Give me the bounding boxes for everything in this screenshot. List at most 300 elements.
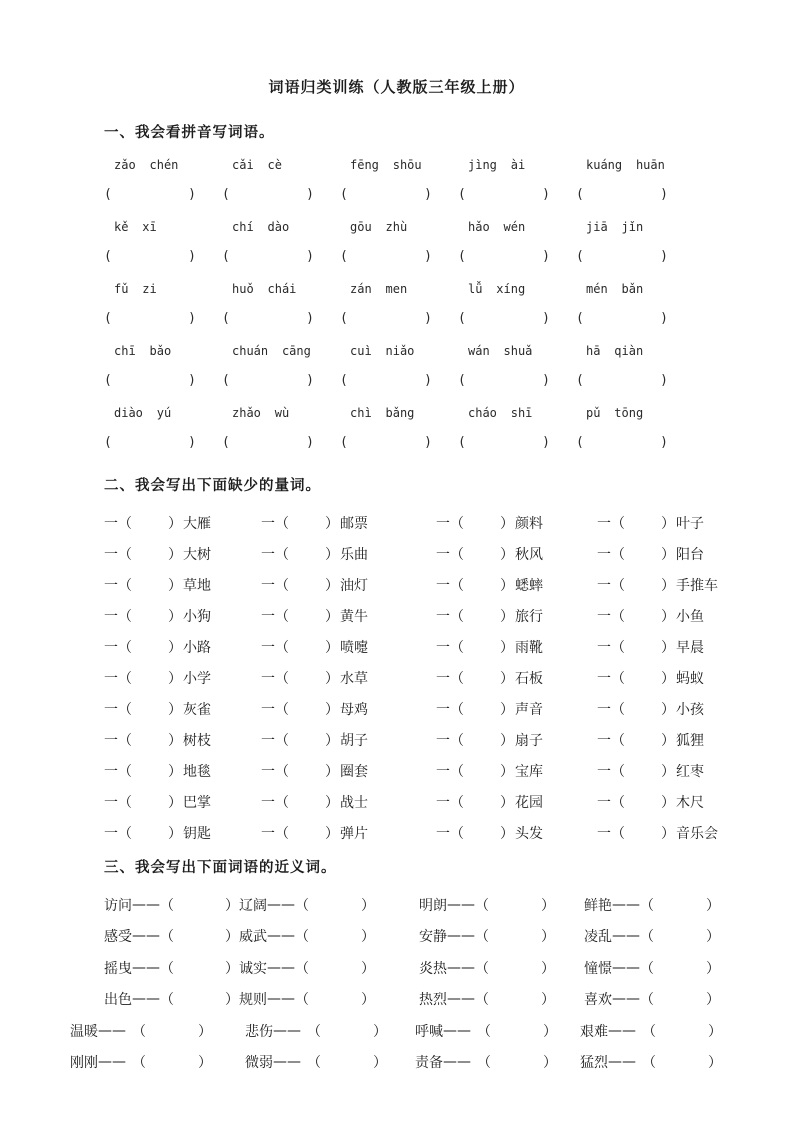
- close-paren: ）: [500, 639, 514, 656]
- close-paren: ): [306, 373, 314, 388]
- close-paren: ）: [325, 825, 339, 842]
- close-paren: ): [306, 249, 314, 264]
- open-paren: （: [640, 897, 654, 914]
- synonym-item: [245, 1021, 415, 1041]
- open-paren: （: [450, 546, 464, 563]
- section-heading-pinyin: 一、我会看拼音写词语。: [104, 125, 275, 141]
- measure-word-row: [104, 724, 744, 755]
- quantifier-label: 一: [261, 825, 275, 842]
- measure-word-section: [104, 507, 744, 848]
- open-paren: （: [160, 992, 174, 1009]
- open-paren: （: [295, 992, 309, 1009]
- noun-label: 黄牛: [340, 608, 368, 625]
- quantifier-label: 一: [597, 670, 611, 687]
- noun-label: 战士: [340, 794, 368, 811]
- measure-word-item: [261, 823, 436, 843]
- noun-label: 树枝: [183, 732, 211, 749]
- open-paren: （: [275, 608, 289, 625]
- close-paren: ）: [325, 639, 339, 656]
- measure-word-item: [436, 823, 597, 843]
- open-paren: （: [640, 992, 654, 1009]
- open-paren: （: [642, 1023, 656, 1040]
- measure-word-row: [104, 631, 744, 662]
- close-paren: ): [660, 435, 668, 450]
- close-paren: ）: [325, 794, 339, 811]
- pinyin-text: jiā jǐn: [586, 220, 644, 234]
- open-paren: （: [611, 608, 625, 625]
- pinyin-text: chì bǎng: [350, 406, 415, 420]
- dash-connector: ——: [608, 1022, 636, 1039]
- close-paren: ）: [500, 670, 514, 687]
- quantifier-label: 一: [261, 639, 275, 656]
- noun-label: 秋风: [515, 546, 543, 563]
- open-paren: (: [340, 187, 348, 202]
- quantifier-label: 一: [436, 577, 450, 594]
- noun-label: 小孩: [676, 701, 704, 718]
- close-paren: ）: [661, 701, 675, 718]
- noun-label: 巴掌: [183, 794, 211, 811]
- quantifier-label: 一: [261, 794, 275, 811]
- open-paren: (: [340, 249, 348, 264]
- close-paren: ）: [373, 1023, 387, 1040]
- open-paren: （: [611, 794, 625, 811]
- open-paren: （: [307, 1055, 321, 1072]
- dash-connector: ——: [132, 959, 160, 976]
- pinyin-text: wán shuǎ: [468, 344, 533, 358]
- quantifier-label: 一: [436, 639, 450, 656]
- noun-label: 头发: [515, 825, 543, 842]
- close-paren: ）: [661, 577, 675, 594]
- noun-label: 木尺: [676, 794, 704, 811]
- measure-word-item: [104, 761, 261, 781]
- word-label: 诚实: [239, 960, 267, 977]
- synonym-item: [104, 926, 239, 946]
- quantifier-label: 一: [597, 639, 611, 656]
- synonym-item: [415, 1021, 580, 1041]
- close-paren: ）: [168, 794, 182, 811]
- quantifier-label: 一: [597, 732, 611, 749]
- noun-label: 邮票: [340, 515, 368, 532]
- open-paren: （: [307, 1023, 321, 1040]
- noun-label: 旅行: [515, 608, 543, 625]
- open-paren: (: [458, 187, 466, 202]
- close-paren: ）: [661, 515, 675, 532]
- open-paren: (: [576, 187, 584, 202]
- close-paren: ）: [225, 960, 239, 977]
- measure-word-item: [436, 730, 597, 750]
- measure-word-item: [597, 699, 704, 719]
- word-label: 艰难: [580, 1023, 608, 1040]
- noun-label: 雨靴: [515, 639, 543, 656]
- quantifier-label: 一: [261, 670, 275, 687]
- synonym-item: [239, 926, 419, 946]
- quantifier-label: 一: [261, 515, 275, 532]
- close-paren: ）: [168, 732, 182, 749]
- pinyin-text: cǎi cè: [232, 158, 282, 172]
- pinyin-row: [104, 220, 704, 282]
- open-paren: (: [340, 435, 348, 450]
- open-paren: （: [475, 897, 489, 914]
- quantifier-label: 一: [261, 732, 275, 749]
- answer-blank: [340, 187, 432, 202]
- close-paren: ）: [661, 763, 675, 780]
- close-paren: ): [660, 373, 668, 388]
- close-paren: ）: [198, 1023, 212, 1040]
- pinyin-text: chī bǎo: [114, 344, 172, 358]
- open-paren: （: [118, 577, 132, 594]
- dash-connector: ——: [608, 1054, 636, 1071]
- quantifier-label: 一: [104, 763, 118, 780]
- measure-word-item: [597, 792, 704, 812]
- word-label: 凌乱: [584, 929, 612, 946]
- pinyin-text: hā qiàn: [586, 344, 644, 358]
- measure-word-row: [104, 569, 744, 600]
- pinyin-text: huǒ chái: [232, 282, 297, 296]
- noun-label: 音乐会: [676, 825, 718, 842]
- quantifier-label: 一: [104, 670, 118, 687]
- close-paren: ）: [661, 794, 675, 811]
- pinyin-item: [222, 220, 340, 282]
- quantifier-label: 一: [261, 577, 275, 594]
- pinyin-text: fēng shōu: [350, 158, 422, 172]
- open-paren: (: [576, 311, 584, 326]
- noun-label: 油灯: [340, 577, 368, 594]
- measure-word-item: [436, 761, 597, 781]
- open-paren: （: [275, 577, 289, 594]
- close-paren: ）: [325, 701, 339, 718]
- word-label: 热烈: [419, 992, 447, 1009]
- open-paren: （: [611, 577, 625, 594]
- noun-label: 石板: [515, 670, 543, 687]
- answer-blank: [104, 187, 196, 202]
- open-paren: （: [275, 732, 289, 749]
- pinyin-text: chí dào: [232, 220, 290, 234]
- measure-word-row: [104, 507, 744, 538]
- pinyin-text: pǔ tōng: [586, 406, 644, 420]
- measure-word-item: [261, 699, 436, 719]
- pinyin-item: [576, 158, 694, 220]
- noun-label: 颜料: [515, 515, 543, 532]
- open-paren: （: [275, 763, 289, 780]
- open-paren: （: [118, 670, 132, 687]
- dash-connector: ——: [447, 928, 475, 945]
- synonym-item: [419, 989, 584, 1009]
- synonym-item: [70, 1021, 245, 1041]
- close-paren: ）: [500, 763, 514, 780]
- open-paren: (: [340, 311, 348, 326]
- open-paren: （: [118, 546, 132, 563]
- synonym-item: [104, 989, 239, 1009]
- measure-word-row: [104, 600, 744, 631]
- noun-label: 水草: [340, 670, 368, 687]
- answer-blank: [340, 373, 432, 388]
- measure-word-item: [104, 575, 261, 595]
- measure-word-item: [597, 668, 704, 688]
- pinyin-item: [576, 406, 694, 468]
- answer-blank: [576, 373, 668, 388]
- synonym-row: [70, 1047, 793, 1079]
- close-paren: ): [542, 435, 550, 450]
- pinyin-text: chuán cāng: [232, 344, 311, 358]
- measure-word-row: [104, 817, 744, 848]
- noun-label: 阳台: [676, 546, 704, 563]
- answer-blank: [104, 373, 196, 388]
- pinyin-item: [458, 158, 576, 220]
- synonym-item: [584, 958, 720, 978]
- open-paren: (: [576, 435, 584, 450]
- measure-word-item: [104, 637, 261, 657]
- synonym-row: [70, 1015, 793, 1047]
- open-paren: （: [450, 825, 464, 842]
- pinyin-item: [458, 406, 576, 468]
- page-title: 词语归类训练（人教版三年级上册）: [268, 78, 525, 96]
- pinyin-item: [576, 282, 694, 344]
- close-paren: ）: [541, 992, 555, 1009]
- synonym-item: [580, 1052, 722, 1072]
- close-paren: ）: [500, 825, 514, 842]
- close-paren: ）: [500, 546, 514, 563]
- pinyin-text: hǎo wén: [468, 220, 526, 234]
- word-label: 猛烈: [580, 1055, 608, 1072]
- noun-label: 花园: [515, 794, 543, 811]
- pinyin-item: [104, 220, 222, 282]
- answer-blank: [576, 249, 668, 264]
- open-paren: （: [132, 1055, 146, 1072]
- open-paren: （: [118, 794, 132, 811]
- close-paren: ）: [361, 960, 375, 977]
- close-paren: ）: [661, 670, 675, 687]
- close-paren: ）: [168, 639, 182, 656]
- noun-label: 扇子: [515, 732, 543, 749]
- word-label: 访问: [104, 897, 132, 914]
- quantifier-label: 一: [597, 701, 611, 718]
- pinyin-item: [222, 344, 340, 406]
- close-paren: ）: [708, 1055, 722, 1072]
- quantifier-label: 一: [436, 546, 450, 563]
- noun-label: 早晨: [676, 639, 704, 656]
- close-paren: ): [188, 311, 196, 326]
- noun-label: 母鸡: [340, 701, 368, 718]
- close-paren: ）: [500, 608, 514, 625]
- pinyin-item: [340, 344, 458, 406]
- word-label: 责备: [415, 1055, 443, 1072]
- answer-blank: [458, 435, 550, 450]
- close-paren: ): [188, 373, 196, 388]
- open-paren: (: [222, 311, 230, 326]
- dash-connector: ——: [443, 1022, 471, 1039]
- close-paren: ): [542, 373, 550, 388]
- open-paren: (: [104, 187, 112, 202]
- noun-label: 蟋蟀: [515, 577, 543, 594]
- noun-label: 小鱼: [676, 608, 704, 625]
- close-paren: ）: [225, 929, 239, 946]
- pinyin-row: [104, 406, 704, 468]
- pinyin-text: jìng ài: [468, 158, 526, 172]
- open-paren: (: [222, 187, 230, 202]
- close-paren: ）: [168, 546, 182, 563]
- open-paren: (: [104, 311, 112, 326]
- close-paren: ）: [500, 577, 514, 594]
- noun-label: 大雁: [183, 515, 211, 532]
- dash-connector: ——: [612, 928, 640, 945]
- measure-word-item: [104, 513, 261, 533]
- measure-word-item: [436, 513, 597, 533]
- pinyin-item: [340, 282, 458, 344]
- synonym-item: [239, 989, 419, 1009]
- close-paren: ): [424, 435, 432, 450]
- dash-connector: ——: [612, 959, 640, 976]
- noun-label: 叶子: [676, 515, 704, 532]
- pinyin-item: [340, 220, 458, 282]
- open-paren: （: [275, 515, 289, 532]
- close-paren: ): [660, 249, 668, 264]
- answer-blank: [458, 311, 550, 326]
- open-paren: （: [275, 794, 289, 811]
- close-paren: ): [660, 311, 668, 326]
- synonym-item: [70, 1052, 245, 1072]
- close-paren: ）: [168, 515, 182, 532]
- synonym-item: [104, 895, 239, 915]
- synonym-item: [239, 895, 419, 915]
- quantifier-label: 一: [597, 825, 611, 842]
- open-paren: （: [611, 701, 625, 718]
- close-paren: ): [306, 435, 314, 450]
- open-paren: （: [640, 960, 654, 977]
- noun-label: 手推车: [676, 577, 718, 594]
- noun-label: 钥匙: [183, 825, 211, 842]
- noun-label: 喷嚏: [340, 639, 368, 656]
- measure-word-item: [261, 792, 436, 812]
- close-paren: ）: [325, 608, 339, 625]
- open-paren: （: [450, 608, 464, 625]
- synonym-item: [419, 958, 584, 978]
- open-paren: (: [458, 373, 466, 388]
- close-paren: ）: [500, 701, 514, 718]
- measure-word-item: [261, 513, 436, 533]
- open-paren: （: [640, 929, 654, 946]
- pinyin-item: [340, 158, 458, 220]
- answer-blank: [222, 435, 314, 450]
- dash-connector: ——: [612, 991, 640, 1008]
- answer-blank: [222, 187, 314, 202]
- noun-label: 小狗: [183, 608, 211, 625]
- close-paren: ）: [500, 794, 514, 811]
- word-label: 悲伤: [245, 1023, 273, 1040]
- synonym-item: [419, 926, 584, 946]
- synonym-item: [419, 895, 584, 915]
- open-paren: （: [275, 825, 289, 842]
- close-paren: ): [424, 311, 432, 326]
- open-paren: （: [275, 670, 289, 687]
- measure-word-item: [104, 823, 261, 843]
- noun-label: 小路: [183, 639, 211, 656]
- synonym-row: [104, 984, 793, 1016]
- dash-connector: ——: [612, 896, 640, 913]
- quantifier-label: 一: [436, 794, 450, 811]
- close-paren: ): [188, 435, 196, 450]
- quantifier-label: 一: [436, 825, 450, 842]
- measure-word-item: [261, 575, 436, 595]
- pinyin-item: [576, 344, 694, 406]
- quantifier-label: 一: [597, 608, 611, 625]
- noun-label: 宝库: [515, 763, 543, 780]
- synonym-item: [584, 926, 720, 946]
- noun-label: 声音: [515, 701, 543, 718]
- close-paren: ): [424, 373, 432, 388]
- pinyin-text: fǔ zi: [114, 282, 157, 296]
- close-paren: ）: [361, 929, 375, 946]
- measure-word-item: [104, 544, 261, 564]
- answer-blank: [222, 373, 314, 388]
- quantifier-label: 一: [597, 794, 611, 811]
- quantifier-label: 一: [104, 732, 118, 749]
- measure-word-item: [597, 761, 704, 781]
- open-paren: （: [118, 763, 132, 780]
- close-paren: ）: [661, 825, 675, 842]
- open-paren: （: [611, 515, 625, 532]
- word-label: 鲜艳: [584, 897, 612, 914]
- close-paren: ): [424, 249, 432, 264]
- measure-word-item: [261, 637, 436, 657]
- quantifier-label: 一: [597, 515, 611, 532]
- measure-word-row: [104, 693, 744, 724]
- open-paren: （: [611, 825, 625, 842]
- open-paren: （: [477, 1023, 491, 1040]
- open-paren: (: [458, 249, 466, 264]
- close-paren: ）: [361, 897, 375, 914]
- pinyin-text: mén bǎn: [586, 282, 644, 296]
- close-paren: ）: [198, 1055, 212, 1072]
- pinyin-text: kě xī: [114, 220, 157, 234]
- close-paren: ）: [706, 929, 720, 946]
- close-paren: ）: [325, 670, 339, 687]
- measure-word-item: [597, 637, 704, 657]
- quantifier-label: 一: [104, 701, 118, 718]
- synonym-row: [104, 921, 793, 953]
- close-paren: ）: [661, 546, 675, 563]
- close-paren: ): [542, 187, 550, 202]
- measure-word-item: [436, 544, 597, 564]
- pinyin-item: [104, 406, 222, 468]
- close-paren: ): [424, 187, 432, 202]
- open-paren: （: [450, 670, 464, 687]
- close-paren: ）: [706, 992, 720, 1009]
- noun-label: 弹片: [340, 825, 368, 842]
- measure-word-item: [261, 544, 436, 564]
- word-label: 规则: [239, 992, 267, 1009]
- quantifier-label: 一: [261, 701, 275, 718]
- close-paren: ）: [541, 960, 555, 977]
- pinyin-text: lǚ xíng: [468, 282, 526, 296]
- quantifier-label: 一: [436, 763, 450, 780]
- close-paren: ）: [168, 577, 182, 594]
- pinyin-text: diào yú: [114, 406, 172, 420]
- quantifier-label: 一: [104, 515, 118, 532]
- noun-label: 大树: [183, 546, 211, 563]
- measure-word-item: [597, 513, 704, 533]
- open-paren: （: [475, 960, 489, 977]
- word-label: 摇曳: [104, 960, 132, 977]
- close-paren: ）: [500, 732, 514, 749]
- close-paren: ）: [168, 608, 182, 625]
- dash-connector: ——: [267, 896, 295, 913]
- answer-blank: [340, 311, 432, 326]
- open-paren: （: [477, 1055, 491, 1072]
- open-paren: （: [160, 897, 174, 914]
- open-paren: (: [222, 373, 230, 388]
- noun-label: 乐曲: [340, 546, 368, 563]
- answer-blank: [340, 435, 432, 450]
